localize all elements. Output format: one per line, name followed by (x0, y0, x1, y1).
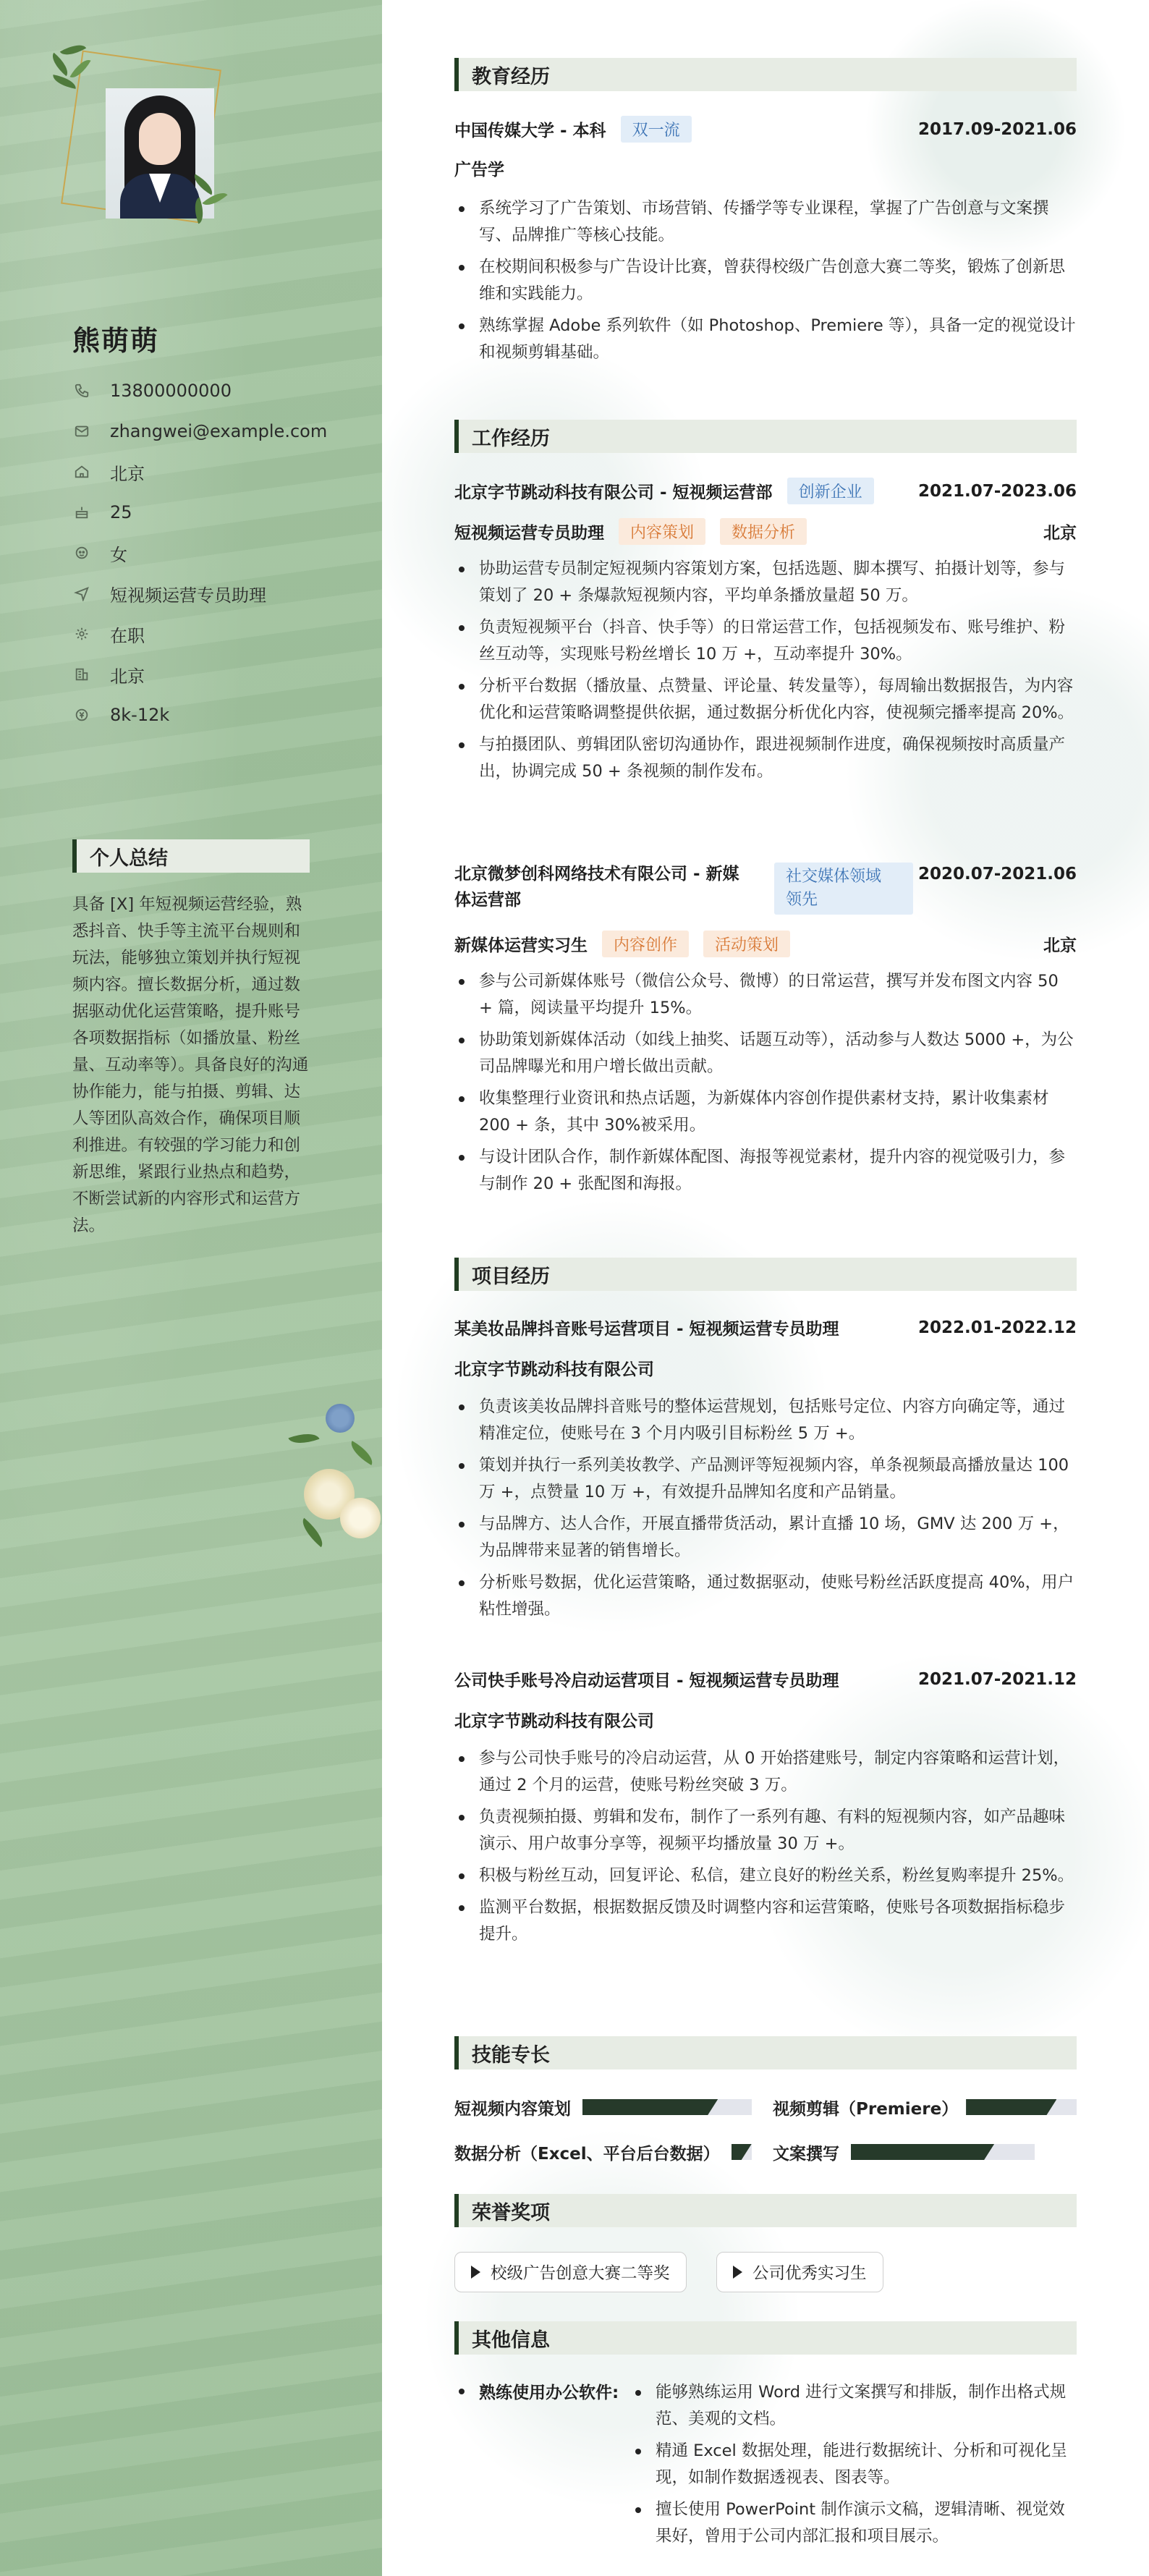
project-2-org-row (454, 1708, 1077, 1732)
skill-item: 视频剪辑（Premiere） (773, 2094, 1077, 2120)
play-icon (471, 2266, 480, 2279)
skill-bar (851, 2144, 1035, 2160)
work-section-title: 工作经历 (454, 420, 1077, 453)
profile-name: 熊萌萌 (72, 325, 160, 357)
skill-bar (582, 2099, 752, 2115)
gear-icon (72, 624, 91, 643)
list-item: 协助策划新媒体活动（如线上抽奖、话题互动等），活动参与人数达 5000 +，为公司品牌曝光和用户增长做出贡献。 (454, 1027, 1077, 1080)
list-item: 在校期间积极参与广告设计比赛，曾获得校级广告创意大赛二等奖，锻炼了创新思维和实践能力。 (454, 254, 1077, 308)
list-item: 收集整理行业资讯和热点话题，为新媒体内容创作提供素材支持，累计收集素材 200 + 条，其中 30%被采用。 (454, 1085, 1077, 1139)
job-date: 2020.07-2021.06 (917, 865, 1077, 884)
list-item: 负责该美妆品牌抖音账号的整体运营规划，包括账号定位、内容方向确定等，通过精准定位，使账号在 3 个月内吸引目标粉丝 5 万 +。 (454, 1394, 1077, 1447)
list-item: 系统学习了广告策划、市场营销、传播学等专业课程，掌握了广告创意与文案撰写、品牌推广等核心技能。 (454, 195, 1077, 249)
job-1-header (454, 478, 1077, 504)
list-item: 参与公司快手账号的冷启动运营，从 0 开始搭建账号，制定内容策略和运营计划，通过 2 个月的运营，使账号粉丝突破 3 万。 (454, 1745, 1077, 1799)
job-date: 2021.07-2023.06 (917, 481, 1077, 501)
education-header-row (454, 116, 1077, 143)
play-icon (733, 2266, 742, 2279)
list-item: 负责视频拍摄、剪辑和发布，制作了一系列有趣、有料的短视频内容，如产品趣味演示、用户故事分享等，视频平均播放量 30 万 +。 (454, 1804, 1077, 1857)
award-badge: 校级广告创意大赛二等奖 (454, 2252, 687, 2292)
list-item: 精通 Excel 数据处理，能进行数据统计、分析和可视化呈现，如制作数据透视表、图表等。 (631, 2438, 1077, 2491)
project-date: 2022.01-2022.12 (917, 1318, 1077, 1337)
info-target-city: 北京 (72, 654, 327, 695)
skill-bar-fill (732, 2144, 752, 2160)
leaf-decoration-icon (46, 38, 97, 88)
list-item: 擅长使用 PowerPoint 制作演示文稿，逻辑清晰、视觉效果好，曾用于公司内部汇报和项目展示。 (631, 2496, 1077, 2550)
project-org: 北京字节跳动科技有限公司 (454, 1712, 654, 1731)
list-item: 参与公司新媒体账号（微信公众号、微博）的日常运营，撰写并发布图文内容 50 + 篇，阅读量平均提升 15%。 (454, 968, 1077, 1022)
project-2-header (454, 1667, 1077, 1691)
major-name: 广告学 (454, 161, 504, 179)
sidebar (0, 0, 382, 2576)
list-item: 与品牌方、达人合作，开展直播带货活动，累计直播 10 场，GMV 达 200 万 +，为品牌带来显著的销售增长。 (454, 1511, 1077, 1564)
job-1-bullets (454, 556, 1077, 790)
summary-section-title: 个人总结 (72, 839, 310, 873)
skill-item: 数据分析（Excel、平台后台数据） (454, 2139, 752, 2165)
skill-item: 文案撰写 (773, 2139, 1035, 2165)
skill-bar (966, 2099, 1077, 2115)
building-icon (72, 665, 91, 684)
skill-item: 短视频内容策划 (454, 2094, 752, 2120)
list-item: 分析账号数据，优化运营策略，通过数据驱动，使账号粉丝活跃度提高 40%，用户粘性增强。 (454, 1569, 1077, 1623)
job-location: 北京 (1043, 524, 1077, 543)
school-name: 中国传媒大学 - 本科 (454, 122, 606, 140)
job-role: 新媒体运营实习生 (454, 936, 588, 955)
list-item: 与拍摄团队、剪辑团队密切沟通协作，跟进视频制作进度，确保视频按时高质量产出，协调完成 50 + 条视频的制作发布。 (454, 732, 1077, 785)
award-badge: 公司优秀实习生 (716, 2252, 883, 2292)
info-gender: 女 (72, 533, 327, 573)
info-salary: 8k-12k (72, 695, 327, 735)
list-item: 与设计团队合作，制作新媒体配图、海报等视觉素材，提升内容的视觉吸引力，参与制作 20 + 张配图和海报。 (454, 1144, 1077, 1198)
project-1-bullets (454, 1394, 1077, 1628)
skills-row-2 (454, 2139, 1077, 2165)
job-2-header (454, 861, 1077, 912)
company-tag: 社交媒体领域 领先 (774, 863, 913, 915)
skill-tag: 活动策划 (703, 931, 790, 957)
job-2-role-row (454, 931, 1077, 957)
list-item: 负责短视频平台（抖音、快手等）的日常运营工作，包括视频发布、账号维护、粉丝互动等，实现账号粉丝增长 10 万 +，互动率提升 30%。 (454, 614, 1077, 668)
major-row (454, 156, 1077, 180)
list-item: 协助运营专员制定短视频内容策划方案，包括选题、脚本撰写、拍摄计划等，参与策划了 20 + 条爆款短视频内容，平均单条播放量超 50 万。 (454, 556, 1077, 609)
skills-section-title: 技能专长 (454, 2036, 1077, 2069)
list-item: 分析平台数据（播放量、点赞量、评论量、转发量等），每周输出数据报告，为内容优化和运营策略调整提供依据，通过数据分析优化内容，使视频完播率提高 20%。 (454, 673, 1077, 726)
job-1-role-row (454, 518, 1077, 545)
phone-icon (72, 381, 91, 400)
skill-tag: 内容创作 (602, 931, 689, 957)
project-1-header (454, 1315, 1077, 1339)
skill-bar-fill (966, 2099, 1056, 2115)
project-org: 北京字节跳动科技有限公司 (454, 1360, 654, 1379)
other-section-title: 其他信息 (454, 2321, 1077, 2355)
company-name: 北京字节跳动科技有限公司 - 短视频运营部 (454, 483, 773, 502)
skill-bar-fill (851, 2144, 994, 2160)
send-icon (72, 584, 91, 603)
list-item: 能够熟练运用 Word 进行文案撰写和排版，制作出格式规范、美观的文档。 (631, 2379, 1077, 2433)
project-1-org-row (454, 1356, 1077, 1380)
project-2-bullets (454, 1745, 1077, 1953)
leaf-decoration-icon (184, 175, 234, 226)
user-icon (72, 543, 91, 562)
list-item: 策划并执行一系列美妆教学、产品测评等短视频内容，单条视频最高播放量达 100 万 +，点赞量 10 万 +，有效提升品牌知名度和产品销量。 (454, 1452, 1077, 1506)
info-location: 北京 (72, 452, 327, 492)
job-location: 北京 (1043, 936, 1077, 955)
contact-info-list (72, 370, 327, 735)
education-date: 2017.09-2021.06 (917, 119, 1077, 139)
other-sub-list (631, 2379, 1077, 2555)
education-bullets (454, 195, 1077, 371)
other-label: 熟练使用办公软件: (454, 2379, 619, 2403)
awards-section-title: 荣誉奖项 (454, 2194, 1077, 2227)
cake-icon (72, 503, 91, 522)
summary-text: 具备 [X] 年短视频运营经验，熟悉抖音、快手等主流平台规则和玩法，能够独立策划并执行短视频内容。擅长数据分析，通过数据驱动优化运营策略，提升账号各项数据指标（如播放量、粉丝量、互动率等）。具备良好的沟通协作能力，能与拍摄、剪辑、达人等团队高效合作，确保项目顺利推进。有较强的学习能力和创新思维，紧跟行业热点和趋势，不断尝试新的内容形式和运营方法。 (72, 895, 309, 1235)
school-tag: 双一流 (621, 116, 692, 143)
job-2-bullets (454, 968, 1077, 1203)
skill-bar-fill (582, 2099, 718, 2115)
home-icon (72, 462, 91, 481)
info-status: 在职 (72, 614, 327, 654)
projects-section-title: 项目经历 (454, 1258, 1077, 1291)
list-item: 熟练掌握 Adobe 系列软件（如 Photoshop、Premiere 等），具备一定的视觉设计和视频剪辑基础。 (454, 313, 1077, 366)
education-section-title: 教育经历 (454, 58, 1077, 91)
skill-bar (732, 2144, 752, 2160)
info-target-job: 短视频运营专员助理 (72, 573, 327, 614)
coin-icon (72, 706, 91, 724)
company-tag: 创新企业 (787, 478, 874, 504)
main-content (382, 0, 1149, 2576)
flower-decoration-icon (275, 1360, 382, 1563)
mail-icon (72, 422, 91, 441)
skills-row-1 (454, 2094, 1077, 2120)
profile-photo-frame (46, 38, 227, 226)
company-name: 北京微梦创科网络技术有限公司 - 新媒 体运营部 (454, 865, 739, 910)
list-item: 监测平台数据，根据数据反馈及时调整内容和运营策略，使账号各项数据指标稳步提升。 (454, 1894, 1077, 1948)
project-name: 某美妆品牌抖音账号运营项目 - 短视频运营专员助理 (454, 1320, 839, 1339)
list-item: 积极与粉丝互动，回复评论、私信，建立良好的粉丝关系，粉丝复购率提升 25%。 (454, 1863, 1077, 1889)
info-email: zhangwei@example.com (72, 411, 327, 452)
info-phone: 13800000000 (72, 370, 327, 411)
project-name: 公司快手账号冷启动运营项目 - 短视频运营专员助理 (454, 1672, 839, 1690)
info-age: 25 (72, 492, 327, 533)
project-date: 2021.07-2021.12 (917, 1669, 1077, 1689)
skill-tag: 数据分析 (720, 518, 807, 545)
skill-tag: 内容策划 (619, 518, 705, 545)
job-role: 短视频运营专员助理 (454, 524, 604, 543)
